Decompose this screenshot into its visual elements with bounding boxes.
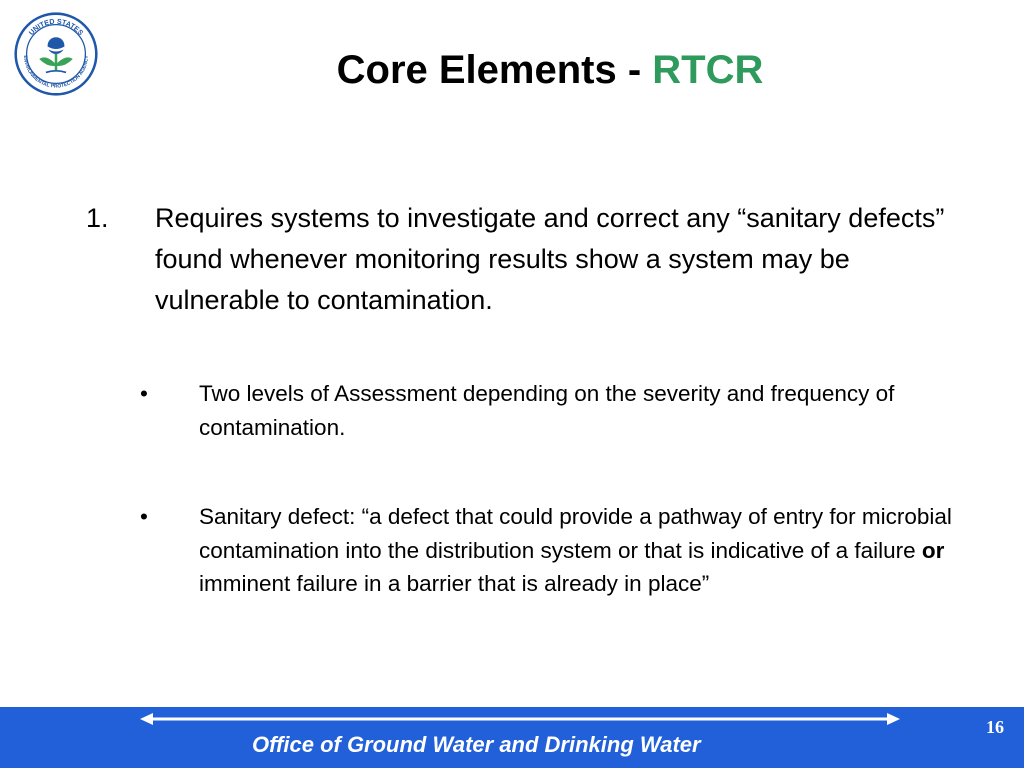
item-text: Requires systems to investigate and correct any “sanitary defects” found whenever monitoring results show a system may be vulnerable to contamination. <box>155 203 945 315</box>
bullet-emphasis: or <box>921 537 945 563</box>
bullet-text-after: imminent failure in a barrier that is already in place” <box>199 571 710 596</box>
bullet-marker: • <box>140 381 148 406</box>
item-number: 1. <box>86 203 109 233</box>
footer-bar <box>0 707 1024 768</box>
bullet-text <box>199 500 969 601</box>
bullet-marker: • <box>140 504 148 529</box>
bullet-text: Two levels of Assessment depending on the severity and frequency of contamination. <box>199 381 895 440</box>
title-main: Core Elements - <box>336 48 653 92</box>
slide-title <box>200 44 900 96</box>
double-arrow-icon <box>140 711 900 727</box>
svg-text:UNITED STATES: UNITED STATES <box>27 17 85 37</box>
footer-organization: Office of Ground Water and Drinking Water <box>252 732 701 757</box>
svg-text:ENVIRONMENTAL PROTECTION AGENC: ENVIRONMENTAL PROTECTION AGENCY <box>22 55 90 90</box>
epa-seal-icon <box>14 12 98 96</box>
title-accent: RTCR <box>652 48 764 92</box>
page-number: 16 <box>986 717 1004 737</box>
bullet-text-before: Sanitary defect: “a defect that could provide a pathway of entry for microbial contamination into the distribution system or that is indicative of a failure <box>199 504 952 563</box>
